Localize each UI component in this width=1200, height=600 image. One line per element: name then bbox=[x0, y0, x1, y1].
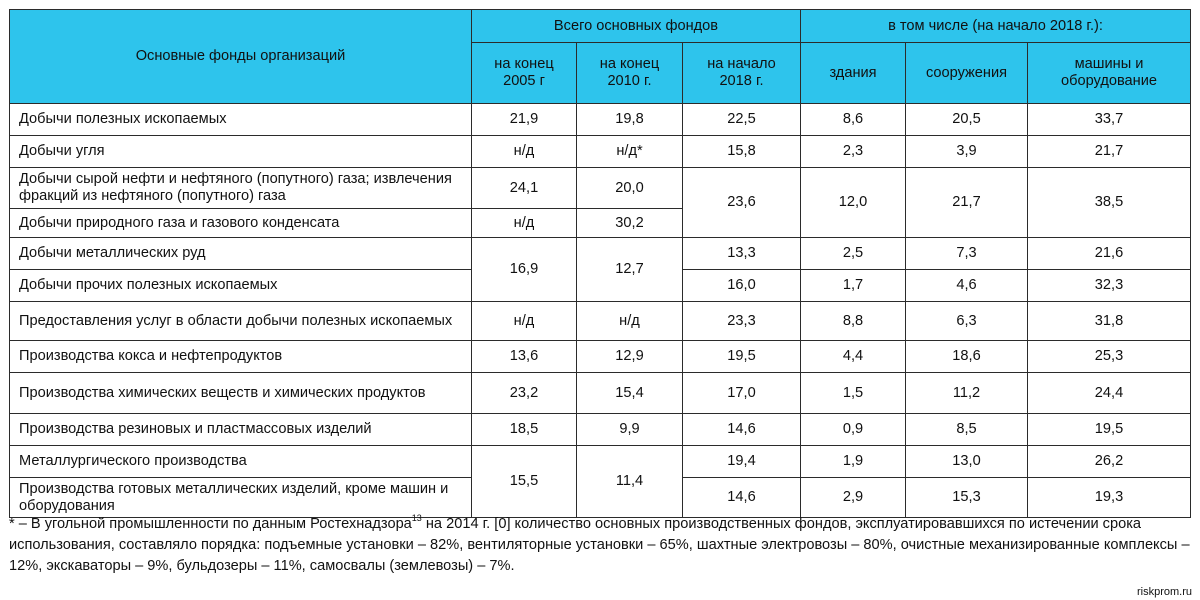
cell-structures: 3,9 bbox=[906, 136, 1028, 168]
header-begin-2018: на начало 2018 г. bbox=[683, 43, 801, 104]
table-row bbox=[10, 446, 1191, 478]
row-name: Металлургического производства bbox=[10, 446, 472, 478]
header-structures: сооружения bbox=[906, 43, 1028, 104]
cell-buildings: 4,4 bbox=[801, 341, 906, 373]
header-including: в том числе (на начало 2018 г.): bbox=[801, 10, 1191, 43]
cell-machines: 21,7 bbox=[1028, 136, 1191, 168]
header-machines: машины и оборудование bbox=[1028, 43, 1191, 104]
table-row bbox=[10, 168, 1191, 209]
cell-2018: 16,0 bbox=[683, 270, 801, 302]
fixed-assets-table bbox=[9, 9, 1191, 518]
cell-2005: 13,6 bbox=[472, 341, 577, 373]
cell-machines: 31,8 bbox=[1028, 302, 1191, 341]
cell-2018: 14,6 bbox=[683, 414, 801, 446]
cell-structures: 11,2 bbox=[906, 373, 1028, 414]
cell-2010: 20,0 bbox=[577, 168, 683, 209]
cell-machines-merged: 38,5 bbox=[1028, 168, 1191, 238]
cell-structures: 7,3 bbox=[906, 238, 1028, 270]
cell-2005: 23,2 bbox=[472, 373, 577, 414]
cell-2010: н/д* bbox=[577, 136, 683, 168]
cell-2018: 17,0 bbox=[683, 373, 801, 414]
row-name: Предоставления услуг в области добычи полезных ископаемых bbox=[10, 302, 472, 341]
cell-buildings: 2,5 bbox=[801, 238, 906, 270]
row-name: Добычи полезных ископаемых bbox=[10, 104, 472, 136]
row-name: Производства кокса и нефтепродуктов bbox=[10, 341, 472, 373]
header-total-funds: Всего основных фондов bbox=[472, 10, 801, 43]
cell-2005: 24,1 bbox=[472, 168, 577, 209]
cell-2018-merged: 23,6 bbox=[683, 168, 801, 238]
row-name: Производства готовых металлических изделий, кроме машин и оборудования bbox=[10, 478, 472, 518]
cell-structures: 20,5 bbox=[906, 104, 1028, 136]
cell-machines: 25,3 bbox=[1028, 341, 1191, 373]
cell-2005-merged: 16,9 bbox=[472, 238, 577, 302]
cell-2010-merged: 11,4 bbox=[577, 446, 683, 518]
header-buildings: здания bbox=[801, 43, 906, 104]
cell-2018: 19,5 bbox=[683, 341, 801, 373]
cell-structures-merged: 21,7 bbox=[906, 168, 1028, 238]
cell-structures: 18,6 bbox=[906, 341, 1028, 373]
table-row bbox=[10, 341, 1191, 373]
row-name: Производства химических веществ и химических продуктов bbox=[10, 373, 472, 414]
row-name: Добычи металлических руд bbox=[10, 238, 472, 270]
footnote bbox=[9, 514, 1191, 577]
cell-2010: 9,9 bbox=[577, 414, 683, 446]
table-row bbox=[10, 104, 1191, 136]
cell-machines: 33,7 bbox=[1028, 104, 1191, 136]
cell-buildings: 8,8 bbox=[801, 302, 906, 341]
cell-structures: 13,0 bbox=[906, 446, 1028, 478]
cell-2018: 14,6 bbox=[683, 478, 801, 518]
table-row bbox=[10, 238, 1191, 270]
cell-2018: 19,4 bbox=[683, 446, 801, 478]
cell-buildings: 1,9 bbox=[801, 446, 906, 478]
cell-2018: 23,3 bbox=[683, 302, 801, 341]
cell-buildings: 0,9 bbox=[801, 414, 906, 446]
cell-2005: н/д bbox=[472, 302, 577, 341]
cell-structures: 8,5 bbox=[906, 414, 1028, 446]
footnote-superscript: 13 bbox=[411, 513, 422, 523]
cell-buildings: 8,6 bbox=[801, 104, 906, 136]
cell-machines: 32,3 bbox=[1028, 270, 1191, 302]
cell-machines: 26,2 bbox=[1028, 446, 1191, 478]
source-watermark: riskprom.ru bbox=[1136, 586, 1192, 598]
cell-2005: 18,5 bbox=[472, 414, 577, 446]
cell-2010: 12,9 bbox=[577, 341, 683, 373]
cell-2010-merged: 12,7 bbox=[577, 238, 683, 302]
row-name: Добычи природного газа и газового конденсата bbox=[10, 209, 472, 238]
cell-machines: 19,5 bbox=[1028, 414, 1191, 446]
footnote-text-continued: на 2014 г. [0] количество основных производственных фондов, эксплуатировавшихся по истечении срока использования, составляло порядка: подъемные установки – 82%, вентиляторные установки – 65%, шахтные электровозы – 80%, очистные механизированные комплексы – 12%, экскаваторы – 9%, бульдозеры – 11%, самосвалы (землевозы) – 7%. bbox=[9, 516, 1190, 574]
cell-structures: 6,3 bbox=[906, 302, 1028, 341]
row-name: Добычи прочих полезных ископаемых bbox=[10, 270, 472, 302]
cell-2018: 15,8 bbox=[683, 136, 801, 168]
cell-structures: 4,6 bbox=[906, 270, 1028, 302]
cell-machines: 19,3 bbox=[1028, 478, 1191, 518]
header-organization-funds: Основные фонды организаций bbox=[10, 10, 472, 104]
table-row bbox=[10, 302, 1191, 341]
footnote-text: * – В угольной промышленности по данным Ростехнадзора bbox=[9, 516, 412, 532]
row-name: Производства резиновых и пластмассовых изделий bbox=[10, 414, 472, 446]
table-row bbox=[10, 373, 1191, 414]
cell-buildings-merged: 12,0 bbox=[801, 168, 906, 238]
header-end-2005: на конец 2005 г bbox=[472, 43, 577, 104]
cell-buildings: 1,7 bbox=[801, 270, 906, 302]
cell-2018: 22,5 bbox=[683, 104, 801, 136]
cell-buildings: 2,3 bbox=[801, 136, 906, 168]
cell-structures: 15,3 bbox=[906, 478, 1028, 518]
row-name: Добычи сырой нефти и нефтяного (попутного) газа; извлечения фракций из нефтяного (попутного) газа bbox=[10, 168, 472, 209]
cell-2018: 13,3 bbox=[683, 238, 801, 270]
cell-2010: 15,4 bbox=[577, 373, 683, 414]
cell-machines: 21,6 bbox=[1028, 238, 1191, 270]
cell-buildings: 2,9 bbox=[801, 478, 906, 518]
cell-2010: 19,8 bbox=[577, 104, 683, 136]
table-row bbox=[10, 136, 1191, 168]
table-row bbox=[10, 414, 1191, 446]
cell-machines: 24,4 bbox=[1028, 373, 1191, 414]
cell-2005-merged: 15,5 bbox=[472, 446, 577, 518]
cell-2005: н/д bbox=[472, 209, 577, 238]
row-name: Добычи угля bbox=[10, 136, 472, 168]
cell-buildings: 1,5 bbox=[801, 373, 906, 414]
header-end-2010: на конец 2010 г. bbox=[577, 43, 683, 104]
cell-2010: 30,2 bbox=[577, 209, 683, 238]
cell-2005: 21,9 bbox=[472, 104, 577, 136]
cell-2005: н/д bbox=[472, 136, 577, 168]
cell-2010: н/д bbox=[577, 302, 683, 341]
